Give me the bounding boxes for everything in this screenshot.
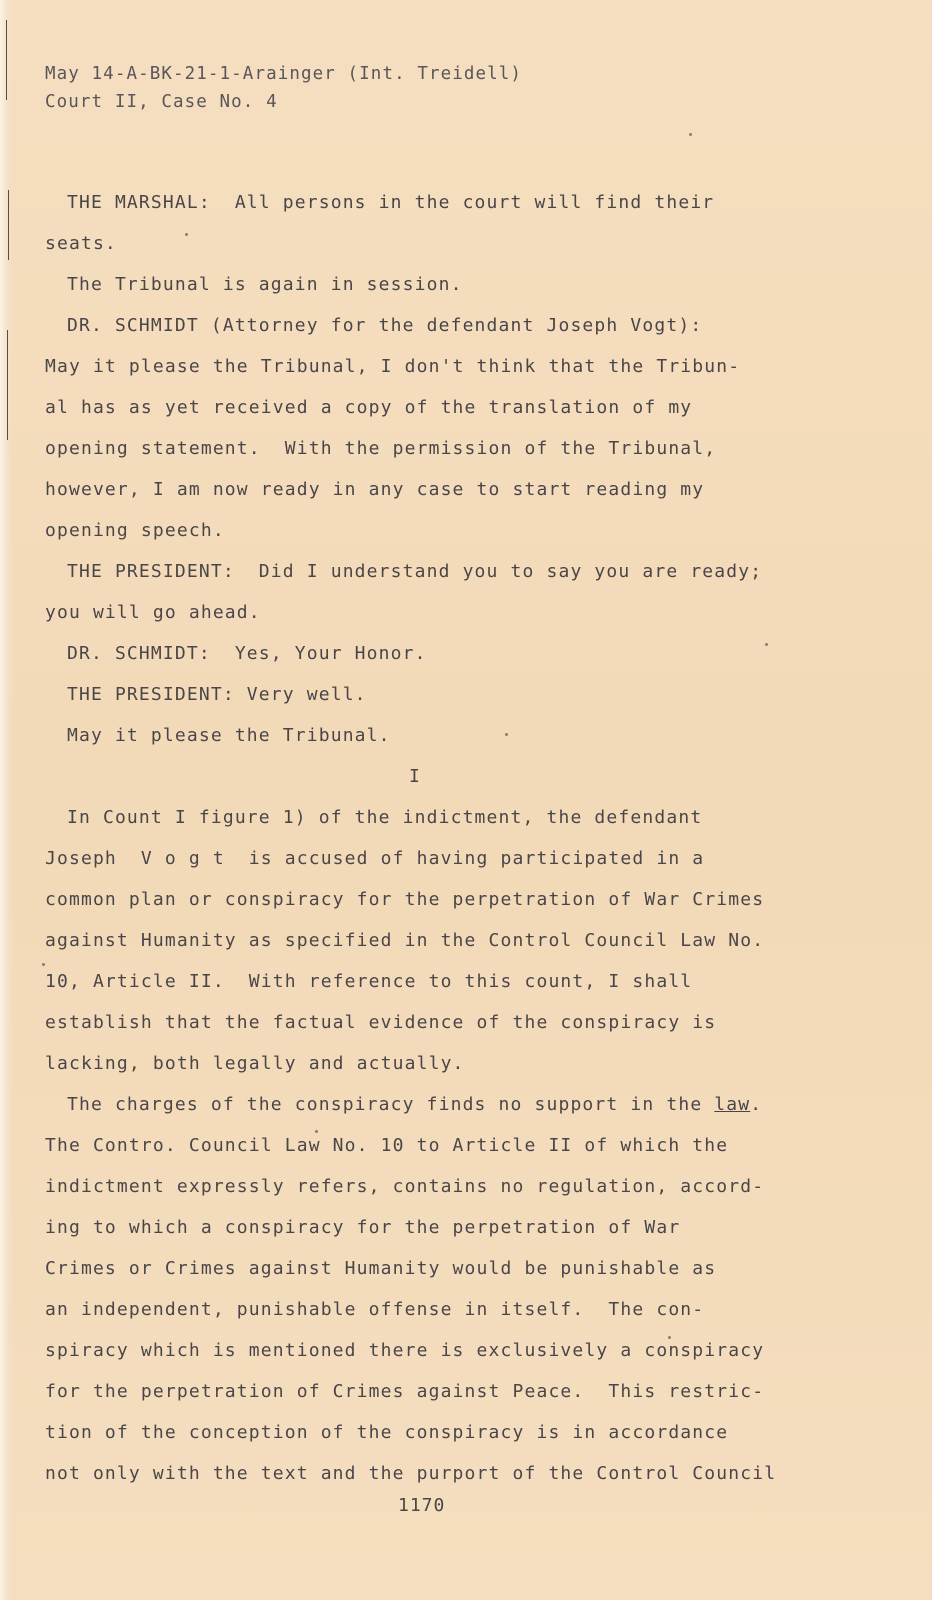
text-line: May it please the Tribunal. xyxy=(67,725,391,746)
text-line: In Count I figure 1) of the indictment, the defendant xyxy=(67,807,703,828)
text-line: seats. xyxy=(45,233,117,254)
text-line: The Contro. Council Law No. 10 to Article II of which the xyxy=(45,1135,729,1156)
text-line: spiracy which is mentioned there is exclusively a conspiracy xyxy=(45,1340,765,1361)
page-number: 1170 xyxy=(398,1495,446,1516)
text-line: DR. SCHMIDT: Yes, Your Honor. xyxy=(67,643,427,664)
text-line: THE PRESIDENT: Did I understand you to say you are ready; xyxy=(67,561,763,582)
text-line: an independent, punishable offense in itself. The con- xyxy=(45,1299,705,1320)
text-fragment: The charges of the conspiracy finds no support in the xyxy=(67,1094,715,1115)
text-line: opening statement. With the permission of the Tribunal, xyxy=(45,438,717,459)
text-line: for the perpetration of Crimes against Peace. This restric- xyxy=(45,1381,765,1402)
text-line: DR. SCHMIDT (Attorney for the defendant Joseph Vogt): xyxy=(67,315,703,336)
text-line: you will go ahead. xyxy=(45,602,261,623)
underlined-word: law xyxy=(714,1094,751,1115)
torn-left-edge xyxy=(0,0,14,1600)
text-line: 10, Article II. With reference to this count, I shall xyxy=(45,971,693,992)
document-header xyxy=(45,60,522,116)
text-line: not only with the text and the purport of the Control Council xyxy=(45,1463,777,1484)
paper-speck xyxy=(765,643,768,646)
text-fragment: . xyxy=(750,1094,763,1115)
edge-mark xyxy=(8,190,9,260)
text-line: tion of the conception of the conspiracy is in accordance xyxy=(45,1422,729,1443)
text-line: lacking, both legally and actually. xyxy=(45,1053,465,1074)
text-line: May it please the Tribunal, I don't think that the Tribun- xyxy=(45,356,741,377)
edge-mark xyxy=(7,330,8,440)
text-line: however, I am now ready in any case to start reading my xyxy=(45,479,705,500)
paper-speck xyxy=(42,963,45,966)
text-line xyxy=(45,1084,895,1125)
text-line: The Tribunal is again in session. xyxy=(67,274,463,295)
text-line: indictment expressly refers, contains no regulation, accord- xyxy=(45,1176,765,1197)
header-reference-line: May 14-A-BK-21-1-Arainger (Int. Treidell) xyxy=(45,64,523,84)
header-court-line: Court II, Case No. 4 xyxy=(45,92,278,112)
paper-speck xyxy=(668,1336,671,1339)
paper-speck xyxy=(505,733,508,736)
text-line: opening speech. xyxy=(45,520,225,541)
text-line: common plan or conspiracy for the perpetration of War Crimes xyxy=(45,889,765,910)
text-line: THE MARSHAL: All persons in the court will find their xyxy=(67,192,715,213)
text-line: THE PRESIDENT: Very well. xyxy=(67,684,367,705)
text-line: Joseph V o g t is accused of having participated in a xyxy=(45,848,705,869)
text-line: ing to which a conspiracy for the perpetration of War xyxy=(45,1217,681,1238)
section-number: I xyxy=(409,766,421,787)
text-line: establish that the factual evidence of the conspiracy is xyxy=(45,1012,717,1033)
transcript-body xyxy=(45,182,895,1494)
text-line: Crimes or Crimes against Humanity would be punishable as xyxy=(45,1258,717,1279)
paper-speck xyxy=(315,1130,318,1133)
paper-speck xyxy=(185,233,188,236)
text-line: al has as yet received a copy of the translation of my xyxy=(45,397,693,418)
paper-speck xyxy=(689,133,692,136)
text-line: against Humanity as specified in the Control Council Law No. xyxy=(45,930,765,951)
edge-mark xyxy=(6,20,7,100)
